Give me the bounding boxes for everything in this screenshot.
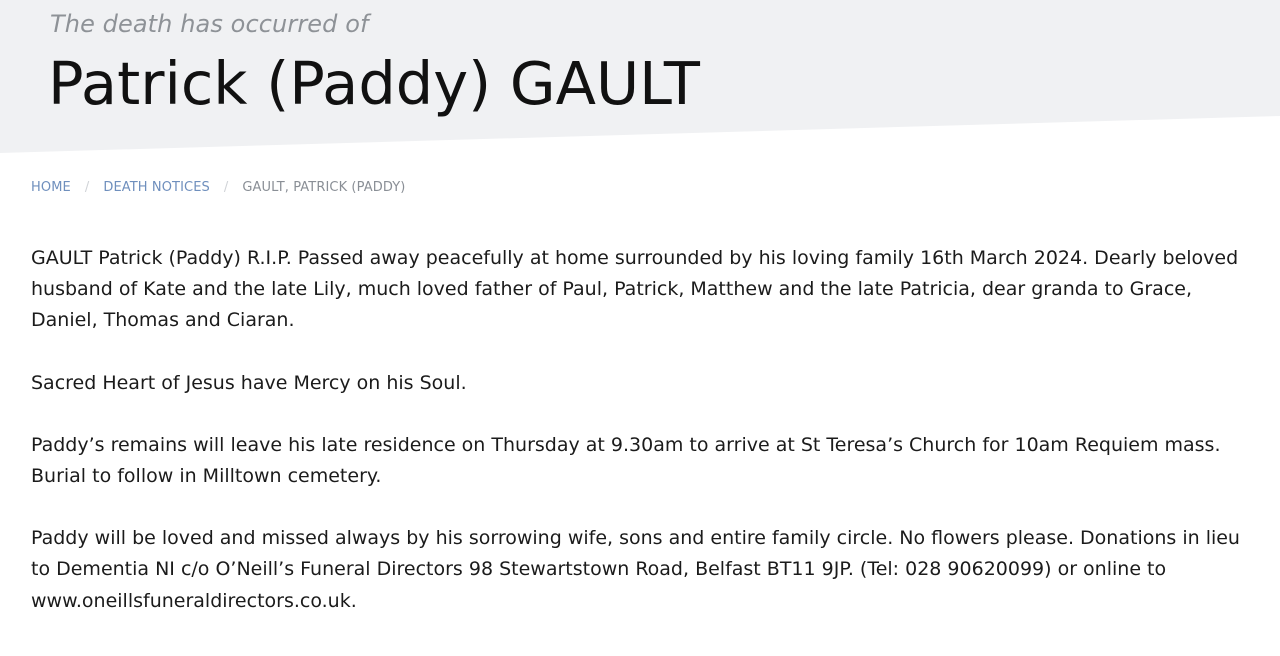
notice-paragraph-donations: Paddy will be loved and missed always by his sorrowing wife, sons and entire family circle. No flowers please. Donations in lieu to Dementia NI c/o O’Neill’s Funeral Directors 98 Stewartstown Road, Belfast BT11 9JP. (Tel: 028 90620099) or online to www.oneillsfuneraldirectors.co.uk. xyxy=(31,527,1240,612)
breadcrumb xyxy=(31,180,405,195)
page-header xyxy=(0,0,1280,160)
breadcrumb-current-page: GAULT, PATRICK (PADDY) xyxy=(242,180,406,195)
breadcrumb-death-notices-link[interactable]: DEATH NOTICES xyxy=(103,180,210,195)
notice-paragraph-announcement: GAULT Patrick (Paddy) R.I.P. Passed away peacefully at home surrounded by his loving family 16th March 2024. Dearly beloved husband of Kate and the late Lily, much loved father of Paul, Patrick, Matthew and the late Patricia, dear granda to Grace, Daniel, Thomas and Ciaran. xyxy=(31,247,1239,332)
notice-intro-text: The death has occurred of xyxy=(50,10,369,38)
death-notice-body xyxy=(31,243,1263,648)
breadcrumb-separator: / xyxy=(223,180,229,195)
breadcrumb-home-link[interactable]: HOME xyxy=(31,180,71,195)
notice-paragraph-funeral-arrangements: Paddy’s remains will leave his late residence on Thursday at 9.30am to arrive at St Teresa’s Church for 10am Requiem mass. Burial to follow in Milltown cemetery. xyxy=(31,433,1221,488)
breadcrumb-separator: / xyxy=(84,180,90,195)
notice-paragraph-prayer: Sacred Heart of Jesus have Mercy on his Soul. xyxy=(31,371,467,394)
deceased-name-title: Patrick (Paddy) GAULT xyxy=(48,49,700,118)
